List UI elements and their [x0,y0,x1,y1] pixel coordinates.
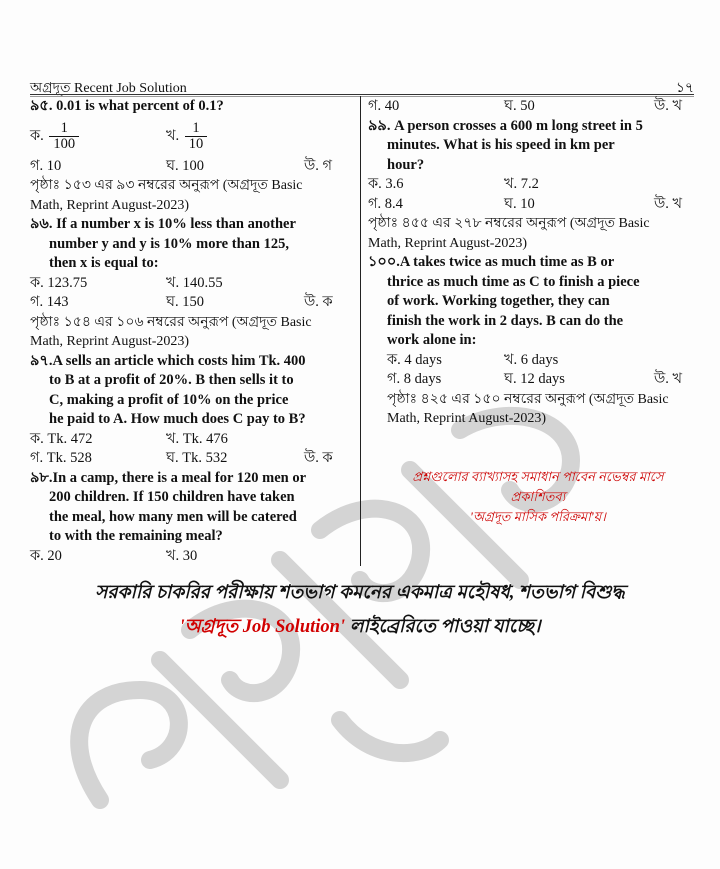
answer: উ. খ [654,98,683,114]
page-number: ১৭ [675,81,694,96]
option-b: খ. Tk. 476 [166,430,228,447]
reference-line: Math, Reprint August-2023) [387,411,547,426]
option-d: ঘ. 50 [504,98,535,114]
answer: উ. ক [304,294,333,310]
question-95-options-cd [30,157,352,177]
question-99-line: minutes. What is his speed in km per [387,137,615,153]
option-a: ক. 3.6 [368,176,404,192]
option-c: গ. 10 [30,157,62,174]
question-99-line: hour? [387,156,425,173]
question-95: ৯৫. 0.01 is what percent of 0.1? [30,98,224,114]
question-99-options-cd [368,195,694,215]
question-96-options-cd [30,293,352,313]
option-d: ঘ. Tk. 532 [166,450,228,466]
header-brand: অগ্রদূত [30,81,71,96]
question-96-line: then x is equal to: [49,255,159,271]
question-99: ৯৯. A person crosses a 600 m long street in 5 [368,117,643,134]
option-a: ক. 123.75 [30,274,88,291]
fraction-b [185,121,208,152]
question-97-line: he paid to A. How much does C pay to B? [49,411,306,427]
option-d: ঘ. 12 days [504,371,565,387]
fraction-a-numerator: 1 [49,121,79,137]
question-100: ১০০.A takes twice as much time as B or [368,254,615,270]
option-a: ক. Tk. 472 [30,430,93,447]
notice-box [388,467,688,527]
option-c: গ. 8 days [387,371,442,387]
promo-banner-rest: লাইব্রেরিতে পাওয়া যাচ্ছে। [345,617,541,637]
question-98-options-ab [30,547,352,567]
question-98-line: to with the remaining meal? [49,528,223,544]
question-100-options-cd [368,370,694,390]
fraction-a-denominator: 100 [53,136,76,152]
notice-line: 'অগ্রদূত মাসিক পরিক্রমা'য়। [470,509,606,524]
reference-line: Math, Reprint August-2023) [30,334,190,349]
fraction-b-numerator: 1 [185,121,208,137]
right-column [368,97,694,429]
question-96-line: number y and y is 10% more than 125, [49,235,289,252]
notice-line: প্রশ্নগুলোর ব্যাখ্যাসহ সমাধান পাবেন নভেম্বর মাসে প্রকাশিতব্য [412,469,664,504]
reference-line: পৃষ্ঠাঃ ১৫৪ এর ১০৬ নম্বরের অনুরূপ (অগ্রদূত Basic [30,314,312,330]
option-c: গ. 8.4 [368,195,403,212]
option-a-label: ক. [30,127,44,144]
option-c: গ. Tk. 528 [30,450,92,466]
promo-banner-line2 [0,612,720,643]
question-100-line: thrice as much time as C to finish a piece [387,273,640,290]
option-b: খ. 6 days [504,351,559,368]
page-header [30,76,694,96]
question-96: ৯৬. If a number x is 10% less than another [30,216,296,232]
question-99-options-ab [368,175,694,195]
option-c: গ. 40 [368,98,400,114]
question-100-line: finish the work in 2 days. B can do the [387,312,624,329]
column-divider [360,96,361,566]
question-96-options-ab [30,274,352,294]
question-97-options-ab [30,430,352,450]
header-rule [30,94,694,95]
answer: উ. খ [654,195,683,212]
option-b [166,121,207,152]
question-97-options-cd [30,449,352,469]
fraction-b-denominator: 10 [188,136,204,152]
promo-brand: 'অগ্রদূত Job Solution' [179,617,346,637]
option-d: ঘ. 150 [166,294,204,310]
question-95-options-ab [30,117,352,157]
option-d: ঘ. 100 [166,157,204,174]
promo-banner-line1: সরকারি চাকরির পরীক্ষায় শতভাগ কমনের একমাত্র মহৌষধ, শতভাগ বিশুদ্ধ [95,583,625,603]
option-a: ক. 20 [30,547,62,564]
reference-line: পৃষ্ঠাঃ ১৫৩ এর ৯৩ নম্বরের অনুরূপ (অগ্রদূত Basic [30,178,303,193]
question-98-options-cd [368,97,694,117]
answer: উ. ক [304,450,333,466]
question-98: ৯৮.In a camp, there is a meal for 120 men or [30,469,307,486]
answer: উ. খ [654,371,683,387]
reference-line: Math, Reprint August-2023) [368,235,528,251]
option-b-label: খ. [166,127,180,144]
reference-line: Math, Reprint August-2023) [30,197,190,213]
option-d: ঘ. 10 [504,195,535,212]
option-b: খ. 140.55 [166,274,223,291]
question-98-line: 200 children. If 150 children have taken [49,489,295,505]
answer: উ. গ [304,157,333,174]
question-100-options-ab [368,351,694,371]
question-97: ৯৭.A sells an article which costs him Tk. 400 [30,352,306,369]
reference-line: পৃষ্ঠাঃ ৪৫৫ এর ২৭৮ নম্বরের অনুরূপ (অগ্রদূত Basic [368,216,650,231]
question-97-line: to B at a profit of 20%. B then sells it to [49,372,294,388]
option-a [30,121,166,152]
option-b: খ. 7.2 [504,176,539,192]
fraction-a [49,121,79,152]
option-b: খ. 30 [166,547,198,564]
question-100-line: of work. Working together, they can [387,293,610,309]
option-a: ক. 4 days [387,351,442,368]
question-97-line: C, making a profit of 10% on the price [49,391,289,408]
question-98-line: the meal, how many men will be catered [49,508,297,525]
header-title: Recent Job Solution [73,81,187,96]
reference-line: পৃষ্ঠাঃ ৪২৫ এর ১৫০ নম্বরের অনুরূপ (অগ্রদূত Basic [387,391,669,407]
option-c: গ. 143 [30,294,69,310]
question-100-line: work alone in: [387,332,477,348]
left-column [30,97,352,566]
